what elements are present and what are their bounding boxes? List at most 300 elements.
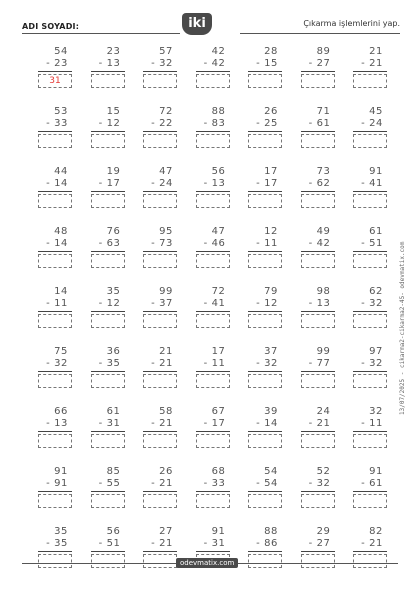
subtrahend	[204, 418, 226, 429]
name-label: ADI SOYADI:	[22, 22, 80, 31]
subtrahend-value: 33	[211, 478, 226, 489]
minuend: 21	[369, 46, 383, 57]
answer-box[interactable]	[38, 494, 72, 508]
answer-box[interactable]	[353, 134, 387, 148]
subtrahend-value: 37	[159, 298, 173, 309]
answer-box[interactable]	[248, 74, 282, 88]
subtrahend-value: 21	[369, 538, 383, 549]
minus-sign: -	[46, 298, 55, 309]
minuend: 57	[159, 46, 173, 57]
minuend: 26	[264, 106, 278, 117]
minuend: 37	[264, 346, 278, 357]
subtraction-problem	[87, 226, 127, 282]
answer-box[interactable]	[91, 254, 125, 268]
minus-sign: -	[308, 298, 317, 309]
minuend: 61	[369, 226, 383, 237]
minus-sign: -	[151, 478, 160, 489]
result-line	[91, 551, 125, 552]
result-line	[301, 131, 335, 132]
subtraction-problem	[87, 166, 127, 222]
subtrahend	[151, 58, 173, 69]
subtraction-problem	[349, 526, 389, 582]
result-line	[248, 491, 282, 492]
subtrahend	[99, 118, 121, 129]
minus-sign: -	[203, 118, 212, 129]
subtrahend	[151, 298, 173, 309]
subtraction-problem	[244, 106, 284, 162]
minuend: 88	[264, 526, 278, 537]
problem-row	[34, 46, 396, 106]
result-line	[353, 251, 387, 252]
subtrahend	[361, 358, 383, 369]
subtrahend-value: 21	[369, 58, 383, 69]
answer-box[interactable]	[248, 434, 282, 448]
minus-sign: -	[361, 178, 370, 189]
answer-box[interactable]	[301, 434, 335, 448]
subtrahend-value: 27	[316, 58, 331, 69]
answer-box[interactable]	[196, 314, 230, 328]
minus-sign: -	[361, 118, 370, 129]
subtrahend	[99, 178, 121, 189]
minuend: 28	[264, 46, 278, 57]
subtrahend-value: 42	[211, 58, 226, 69]
subtrahend	[99, 478, 121, 489]
answer-box[interactable]	[301, 554, 335, 568]
result-line	[248, 371, 282, 372]
minus-sign: -	[151, 358, 160, 369]
result-line	[38, 71, 72, 72]
subtraction-problem	[87, 466, 127, 522]
subtrahend-value: 11	[211, 358, 226, 369]
subtraction-problem	[244, 466, 284, 522]
subtrahend-value: 11	[54, 298, 68, 309]
minus-sign: -	[361, 58, 370, 69]
result-line	[353, 431, 387, 432]
subtrahend-value: 13	[54, 418, 68, 429]
answer-box[interactable]	[353, 494, 387, 508]
subtrahend	[99, 298, 121, 309]
minus-sign: -	[308, 118, 317, 129]
minuend: 19	[106, 166, 121, 177]
answer-box[interactable]	[301, 314, 335, 328]
subtraction-problem	[192, 226, 232, 282]
answer-box[interactable]	[301, 374, 335, 388]
minuend: 54	[54, 46, 68, 57]
minuend: 71	[316, 106, 331, 117]
minus-sign: -	[151, 118, 160, 129]
minuend: 56	[211, 166, 226, 177]
answer-box[interactable]	[353, 74, 387, 88]
answer-box[interactable]: 31	[38, 74, 72, 88]
answer-box[interactable]	[143, 254, 177, 268]
subtraction-problem	[244, 226, 284, 282]
subtrahend	[99, 418, 121, 429]
subtrahend-value: 11	[264, 238, 278, 249]
subtraction-problem	[297, 406, 337, 462]
subtrahend	[309, 358, 331, 369]
result-line	[196, 371, 230, 372]
subtraction-problem	[34, 286, 74, 342]
minuend: 21	[159, 346, 173, 357]
subtraction-problem	[192, 406, 232, 462]
subtrahend	[256, 178, 278, 189]
minus-sign: -	[256, 538, 265, 549]
subtraction-problem	[87, 46, 127, 102]
answer-box[interactable]	[143, 494, 177, 508]
minuend: 91	[369, 166, 383, 177]
answer-box[interactable]	[196, 434, 230, 448]
minus-sign: -	[98, 178, 107, 189]
subtraction-problem	[192, 286, 232, 342]
answer-box[interactable]	[143, 434, 177, 448]
subtraction-problem	[297, 226, 337, 282]
subtrahend	[256, 298, 278, 309]
subtrahend-value: 63	[106, 238, 121, 249]
subtrahend	[309, 178, 331, 189]
subtrahend-value: 32	[316, 478, 331, 489]
minuend: 97	[369, 346, 383, 357]
minus-sign: -	[98, 358, 107, 369]
subtrahend	[46, 418, 68, 429]
answer-box[interactable]	[91, 194, 125, 208]
answer-box[interactable]	[143, 134, 177, 148]
minus-sign: -	[361, 478, 370, 489]
answer-box[interactable]	[38, 554, 72, 568]
answer-box[interactable]	[248, 374, 282, 388]
minus-sign: -	[46, 178, 55, 189]
subtraction-problem	[139, 166, 179, 222]
subtrahend-value: 17	[211, 418, 226, 429]
result-line	[301, 71, 335, 72]
answer-box[interactable]	[353, 254, 387, 268]
minus-sign: -	[98, 298, 107, 309]
answer-box[interactable]	[301, 254, 335, 268]
subtrahend-value: 51	[369, 238, 383, 249]
result-line	[353, 311, 387, 312]
answer-box[interactable]	[353, 374, 387, 388]
result-line	[353, 191, 387, 192]
subtrahend	[46, 358, 68, 369]
answer-box[interactable]	[143, 74, 177, 88]
answer-box[interactable]	[91, 554, 125, 568]
subtrahend-value: 42	[316, 238, 331, 249]
answer-box[interactable]	[91, 434, 125, 448]
result-line	[38, 251, 72, 252]
subtraction-problem	[297, 46, 337, 102]
minuend: 72	[211, 286, 226, 297]
minuend: 14	[54, 286, 68, 297]
result-line	[38, 131, 72, 132]
result-line	[353, 371, 387, 372]
subtrahend-value: 27	[316, 538, 331, 549]
answer-box[interactable]	[196, 254, 230, 268]
subtrahend	[204, 238, 226, 249]
minus-sign: -	[151, 58, 160, 69]
answer-box[interactable]	[196, 134, 230, 148]
subtrahend	[256, 238, 278, 249]
subtraction-problem	[34, 46, 74, 102]
subtrahend	[204, 478, 226, 489]
result-line	[91, 71, 125, 72]
answer-box[interactable]	[38, 314, 72, 328]
subtrahend-value: 61	[316, 118, 331, 129]
answer-box[interactable]	[196, 374, 230, 388]
result-line	[143, 431, 177, 432]
subtrahend-value: 24	[369, 118, 383, 129]
subtrahend	[361, 118, 383, 129]
result-line	[38, 371, 72, 372]
subtrahend	[46, 478, 68, 489]
subtraction-problem	[297, 106, 337, 162]
answer-box[interactable]	[248, 134, 282, 148]
minus-sign: -	[151, 178, 160, 189]
answer-box[interactable]	[38, 134, 72, 148]
answer-box[interactable]	[143, 314, 177, 328]
subtrahend-value: 22	[159, 118, 173, 129]
minus-sign: -	[98, 418, 107, 429]
subtraction-problem	[349, 346, 389, 402]
subtrahend	[204, 118, 226, 129]
answer-box[interactable]	[248, 314, 282, 328]
subtraction-problem	[34, 106, 74, 162]
answer-box[interactable]	[91, 314, 125, 328]
minuend: 48	[54, 226, 68, 237]
subtrahend-value: 83	[211, 118, 226, 129]
subtraction-problem	[139, 346, 179, 402]
minuend: 17	[264, 166, 278, 177]
result-line	[196, 71, 230, 72]
subtraction-problem	[349, 466, 389, 522]
result-line	[196, 491, 230, 492]
subtraction-problem	[192, 166, 232, 222]
instruction-text: Çıkarma işlemlerini yap.	[303, 19, 400, 28]
minus-sign: -	[256, 298, 265, 309]
minuend: 15	[106, 106, 121, 117]
minuend: 91	[211, 526, 226, 537]
result-line	[143, 311, 177, 312]
subtrahend	[151, 358, 173, 369]
subtrahend-value: 14	[54, 238, 68, 249]
result-line	[196, 311, 230, 312]
minuend: 98	[316, 286, 331, 297]
subtrahend	[46, 238, 68, 249]
answer-box[interactable]	[91, 74, 125, 88]
result-line	[143, 251, 177, 252]
minuend: 56	[106, 526, 121, 537]
answer-box[interactable]	[248, 194, 282, 208]
subtrahend	[309, 118, 331, 129]
result-line	[248, 131, 282, 132]
minus-sign: -	[256, 238, 265, 249]
subtrahend	[361, 478, 383, 489]
minuend: 85	[106, 466, 121, 477]
result-line	[91, 131, 125, 132]
subtrahend	[46, 58, 68, 69]
minuend: 42	[211, 46, 226, 57]
subtrahend-value: 13	[211, 178, 226, 189]
minus-sign: -	[98, 118, 107, 129]
subtrahend	[309, 538, 331, 549]
subtrahend	[99, 538, 121, 549]
subtraction-problem	[349, 406, 389, 462]
minuend: 95	[159, 226, 173, 237]
subtraction-problem	[297, 526, 337, 582]
minuend: 91	[369, 466, 383, 477]
minuend: 27	[159, 526, 173, 537]
answer-box[interactable]	[196, 494, 230, 508]
subtrahend	[99, 238, 121, 249]
result-line	[301, 311, 335, 312]
minus-sign: -	[46, 238, 55, 249]
subtrahend-value: 51	[106, 538, 121, 549]
subtraction-problem	[244, 526, 284, 582]
answer-box[interactable]	[38, 374, 72, 388]
answer-box[interactable]	[38, 254, 72, 268]
minuend: 12	[264, 226, 278, 237]
minus-sign: -	[256, 478, 265, 489]
problem-row	[34, 106, 396, 166]
subtrahend	[361, 58, 383, 69]
subtrahend-value: 14	[54, 178, 68, 189]
subtrahend-value: 24	[159, 178, 173, 189]
result-line	[301, 551, 335, 552]
result-line	[143, 491, 177, 492]
minus-sign: -	[46, 118, 55, 129]
result-line	[196, 131, 230, 132]
result-line	[248, 311, 282, 312]
minuend: 73	[316, 166, 331, 177]
result-line	[248, 551, 282, 552]
minus-sign: -	[203, 478, 212, 489]
subtrahend-value: 46	[211, 238, 226, 249]
minus-sign: -	[46, 538, 55, 549]
subtraction-problem	[34, 526, 74, 582]
result-line	[91, 371, 125, 372]
subtraction-problem	[244, 286, 284, 342]
result-line	[353, 71, 387, 72]
answer-box[interactable]	[143, 374, 177, 388]
problem-row	[34, 406, 396, 466]
result-line	[38, 551, 72, 552]
problem-grid	[34, 46, 396, 586]
subtrahend-value: 61	[369, 478, 383, 489]
subtraction-problem	[297, 466, 337, 522]
subtrahend	[361, 238, 383, 249]
answer-box[interactable]	[248, 494, 282, 508]
subtrahend-value: 25	[264, 118, 278, 129]
answer-box[interactable]	[91, 134, 125, 148]
subtrahend	[46, 118, 68, 129]
minus-sign: -	[98, 478, 107, 489]
answer-box[interactable]	[353, 554, 387, 568]
minus-sign: -	[151, 298, 160, 309]
answer-box[interactable]	[301, 494, 335, 508]
subtrahend-value: 54	[264, 478, 278, 489]
minus-sign: -	[361, 238, 370, 249]
answer-box[interactable]	[248, 254, 282, 268]
minus-sign: -	[361, 418, 370, 429]
answer-box[interactable]	[196, 74, 230, 88]
answer-box[interactable]	[353, 194, 387, 208]
answer-box[interactable]	[196, 194, 230, 208]
minuend: 54	[264, 466, 278, 477]
result-line	[196, 431, 230, 432]
subtrahend-value: 14	[264, 418, 278, 429]
result-line	[38, 431, 72, 432]
minuend: 35	[106, 286, 121, 297]
subtrahend-value: 13	[316, 298, 331, 309]
answer-box[interactable]	[38, 194, 72, 208]
minuend: 45	[369, 106, 383, 117]
subtrahend-value: 21	[159, 538, 173, 549]
subtrahend-value: 21	[159, 418, 173, 429]
subtrahend-value: 32	[54, 358, 68, 369]
subtraction-problem	[87, 526, 127, 582]
minuend: 99	[159, 286, 173, 297]
result-line	[196, 551, 230, 552]
answer-box[interactable]	[91, 494, 125, 508]
result-line	[196, 191, 230, 192]
subtrahend	[256, 478, 278, 489]
subtrahend	[256, 538, 278, 549]
answer-box[interactable]	[143, 554, 177, 568]
answer-box[interactable]	[91, 374, 125, 388]
answer-box[interactable]	[353, 314, 387, 328]
subtraction-problem	[34, 466, 74, 522]
subtrahend	[361, 418, 383, 429]
minuend: 61	[106, 406, 121, 417]
minus-sign: -	[308, 358, 317, 369]
minus-sign: -	[151, 538, 160, 549]
subtrahend-value: 32	[159, 58, 173, 69]
side-watermark-text: 13/07/2025 - cikarma2-cikarma2-45- odevmatix.com	[399, 241, 406, 415]
result-line	[38, 311, 72, 312]
subtraction-problem	[87, 106, 127, 162]
answer-box[interactable]	[248, 554, 282, 568]
subtrahend-value: 21	[159, 358, 173, 369]
subtraction-problem	[244, 166, 284, 222]
minus-sign: -	[46, 418, 55, 429]
answer-box[interactable]	[38, 434, 72, 448]
result-line	[301, 491, 335, 492]
subtrahend	[46, 178, 68, 189]
result-line	[143, 191, 177, 192]
minuend: 53	[54, 106, 68, 117]
answer-box[interactable]	[301, 194, 335, 208]
minuend: 52	[316, 466, 331, 477]
minus-sign: -	[203, 358, 212, 369]
subtraction-problem	[139, 106, 179, 162]
answer-box[interactable]	[143, 194, 177, 208]
result-line	[301, 371, 335, 372]
minuend: 23	[106, 46, 121, 57]
subtrahend	[46, 298, 68, 309]
answer-box[interactable]	[301, 134, 335, 148]
subtraction-problem	[349, 46, 389, 102]
result-line	[38, 191, 72, 192]
result-line	[143, 371, 177, 372]
footer-brand: odevmatix.com	[176, 558, 238, 568]
subtrahend-value: 11	[369, 418, 383, 429]
answer-box[interactable]	[301, 74, 335, 88]
subtrahend-value: 55	[106, 478, 121, 489]
problem-row	[34, 526, 396, 586]
subtrahend	[309, 478, 331, 489]
minus-sign: -	[308, 478, 317, 489]
name-underline	[22, 33, 180, 34]
answer-box[interactable]	[353, 434, 387, 448]
subtrahend	[204, 538, 226, 549]
